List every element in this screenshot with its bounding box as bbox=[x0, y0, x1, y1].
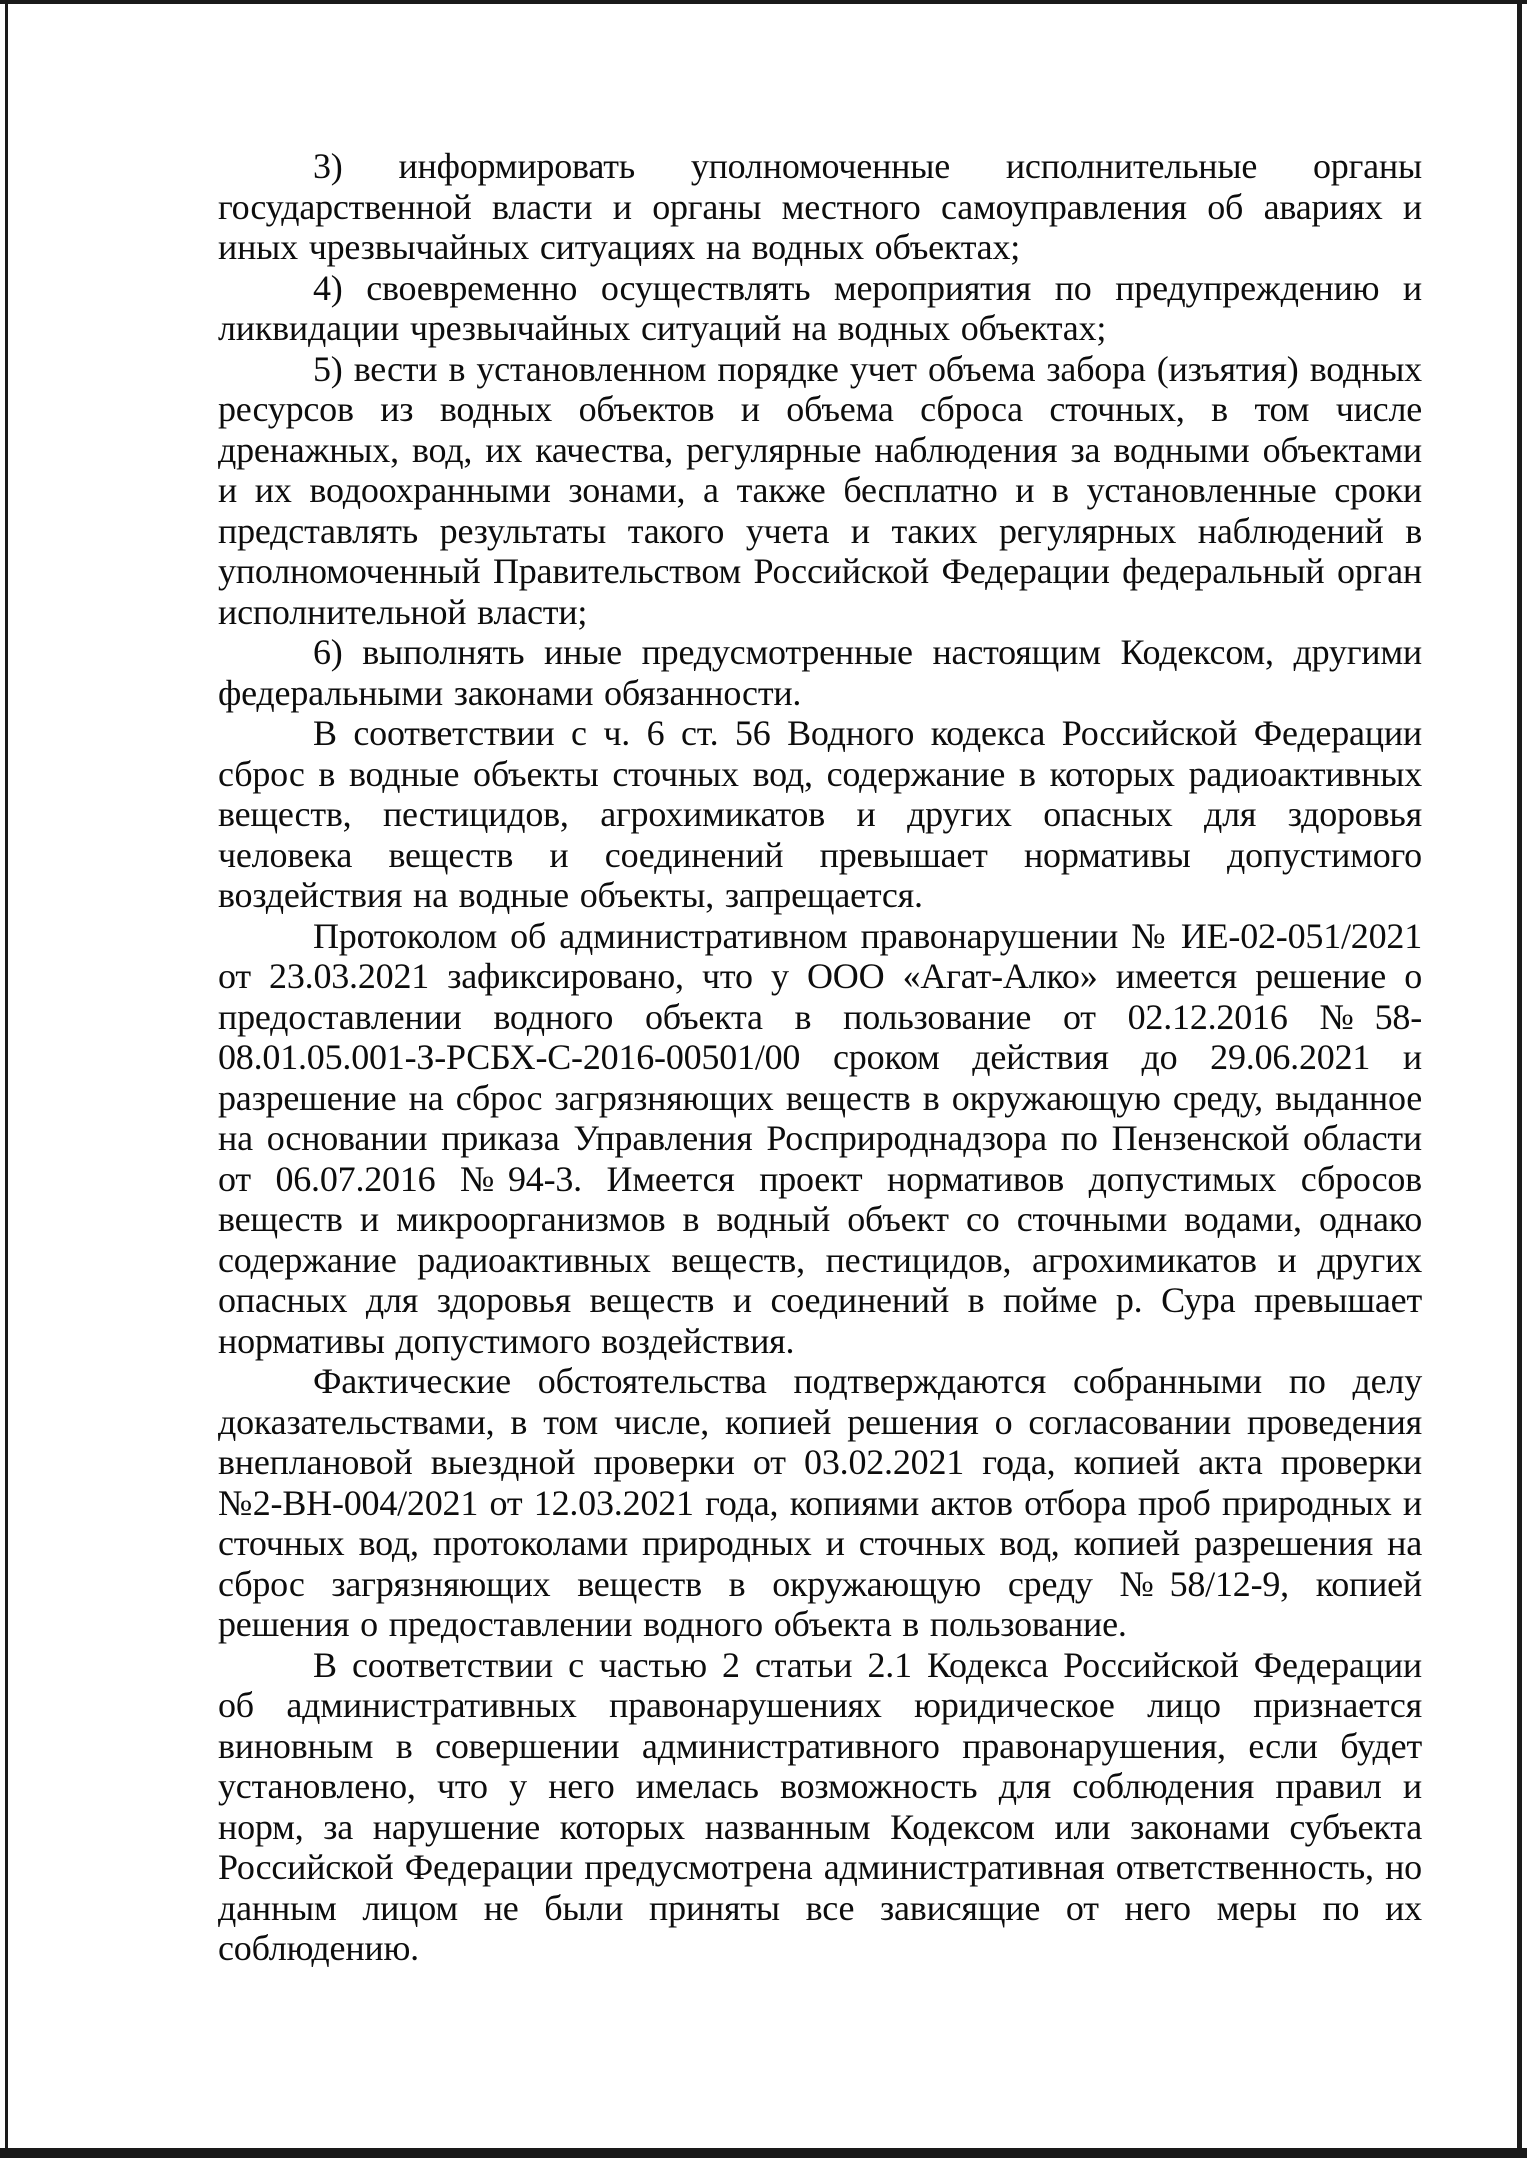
paragraph-koap-art2-1: В соответствии с частью 2 статьи 2.1 Кодекса Российской Федерации об административных правонарушениях юридическое лицо признается виновным в совершении административного правонарушения, если будет установлено, что у него имелась возможность для соблюдения правил и норм, за нарушение которых названным Кодексом или законами субъекта Российской Федерации предусмотрена административная ответственность, но данным лицом не были приняты все зависящие от него меры по их соблюдению. bbox=[218, 1644, 1422, 1968]
paragraph-water-code-art56: В соответствии с ч. 6 ст. 56 Водного кодекса Российской Федерации сброс в водные объекты сточных вод, содержание в которых радиоактивных веществ, пестицидов, агрохимикатов и других опасных для здоровья человека веществ и соединений превышает нормативы допустимого воздействия на водные объекты, запрещается. bbox=[218, 713, 1422, 915]
paragraph-protocol-details: Протоколом об административном правонарушении № ИЕ-02-051/2021 от 23.03.2021 зафиксировано, что у ООО «Агат-Алко» имеется решение о предоставлении водного объекта в пользование от 02.12.2016 №58-08.01.05.001-З-РСБХ-С-2016-00501/00 сроком действия до 29.06.2021 и разрешение на сброс загрязняющих веществ в окружающую среду, выданное на основании приказа Управления Росприроднадзора по Пензенской области от 06.07.2016 №94-3. Имеется проект нормативов допустимых сбросов веществ и микроорганизмов в водный объект со сточными водами, однако содержание радиоактивных веществ, пестицидов, агрохимикатов и других опасных для здоровья веществ и соединений в пойме р. Сура превышает нормативы допустимого воздействия. bbox=[218, 915, 1422, 1361]
page-border-right bbox=[1517, 0, 1522, 2158]
page-border-left bbox=[5, 0, 8, 2158]
page-border-top bbox=[0, 0, 1527, 4]
paragraph-item-6: 6) выполнять иные предусмотренные настоящим Кодексом, другими федеральными законами обязанности. bbox=[218, 632, 1422, 713]
page-border-bottom bbox=[0, 2148, 1527, 2158]
paragraph-item-3: 3) информировать уполномоченные исполнительные органы государственной власти и органы местного самоуправления об авариях и иных чрезвычайных ситуациях на водных объектах; bbox=[218, 146, 1422, 267]
paragraph-evidence-list: Фактические обстоятельства подтверждаются собранными по делу доказательствами, в том числе, копией решения о согласовании проведения внеплановой выездной проверки от 03.02.2021 года, копией акта проверки №2-ВН-004/2021 от 12.03.2021 года, копиями актов отбора проб природных и сточных вод, протоколами природных и сточных вод, копией разрешения на сброс загрязняющих веществ в окружающую среду №58/12-9, копией решения о предоставлении водного объекта в пользование. bbox=[218, 1361, 1422, 1644]
paragraph-item-5: 5) вести в установленном порядке учет объема забора (изъятия) водных ресурсов из водных объектов и объема сброса сточных, в том числе дренажных, вод, их качества, регулярные наблюдения за водными объектами и их водоохранными зонами, а также бесплатно и в установленные сроки представлять результаты такого учета и таких регулярных наблюдений в уполномоченный Правительством Российской Федерации федеральный орган исполнительной власти; bbox=[218, 348, 1422, 632]
paragraph-item-4: 4) своевременно осуществлять мероприятия по предупреждению и ликвидации чрезвычайных ситуаций на водных объектах; bbox=[218, 267, 1422, 348]
text-block bbox=[218, 146, 1422, 1969]
